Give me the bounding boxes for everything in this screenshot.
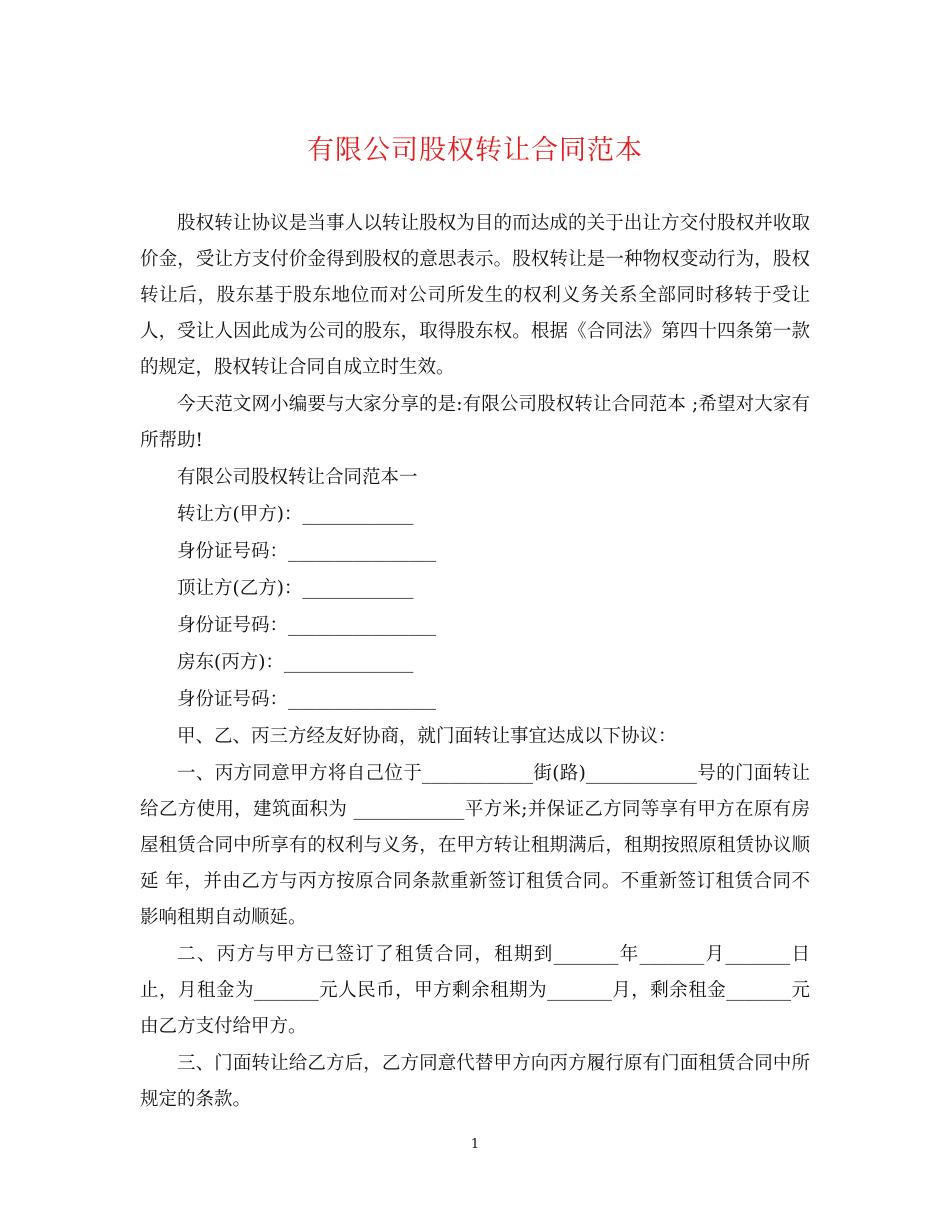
share-paragraph: 今天范文网小编要与大家分享的是:有限公司股权转让合同范本 ;希望对大家有所帮助! (140, 394, 810, 451)
document-title: 有限公司股权转让合同范本 (307, 135, 643, 166)
landlord-field: 房东(丙方)：______________ (177, 652, 414, 673)
assignee-id-field: 身份证号码：________________ (177, 615, 437, 636)
transferor-id-field: 身份证号码：________________ (177, 541, 437, 562)
clause-3: 三、门面转让给乙方后，乙方同意代替甲方向丙方履行原有门面租赁合同中所规定的条款。 (140, 1053, 810, 1110)
contract-subtitle: 有限公司股权转让合同范本一 (177, 467, 418, 488)
page-number: 1 (470, 1137, 480, 1152)
intro-paragraph: 股权转让协议是当事人以转让股权为目的而达成的关于出让方交付股权并收取价金，受让方支付价金得到股权的意思表示。股权转让是一种物权变动行为，股权转让后，股东基于股东地位而对公司所发生的权利义务关系全部同时移转于受让人，受让人因此成为公司的股东，取得股东权。根据《合同法》第四十四条第一款的规定，股权转让合同自成立时生效。 (140, 213, 810, 378)
document-body (140, 206, 810, 1118)
transferor-field: 转让方(甲方)：____________ (177, 504, 414, 525)
landlord-id-field: 身份证号码：________________ (177, 689, 437, 710)
agreement-intro: 甲、乙、丙三方经友好协商，就门面转让事宜达成以下协议： (177, 726, 677, 747)
assignee-field: 顶让方(乙方)：____________ (177, 578, 414, 599)
clause-1: 一、丙方同意甲方将自己位于____________街(路)____________号的门面转让给乙方使用，建筑面积为 ____________平方米;并保证乙方同等享有甲方在原有房屋租赁合同中所享有的权利与义务，在甲方转让租期满后，租期按照原租赁协议顺延 年，并由乙方与丙方按原合同条款重新签订租赁合同。不重新签订租赁合同不影响租期自动顺延。 (140, 763, 810, 928)
clause-2: 二、丙方与甲方已签订了租赁合同，租期到_______年_______月_______日止，月租金为_______元人民币，甲方剩余租期为_______月，剩余租金_______元由乙方支付给甲方。 (140, 944, 810, 1037)
